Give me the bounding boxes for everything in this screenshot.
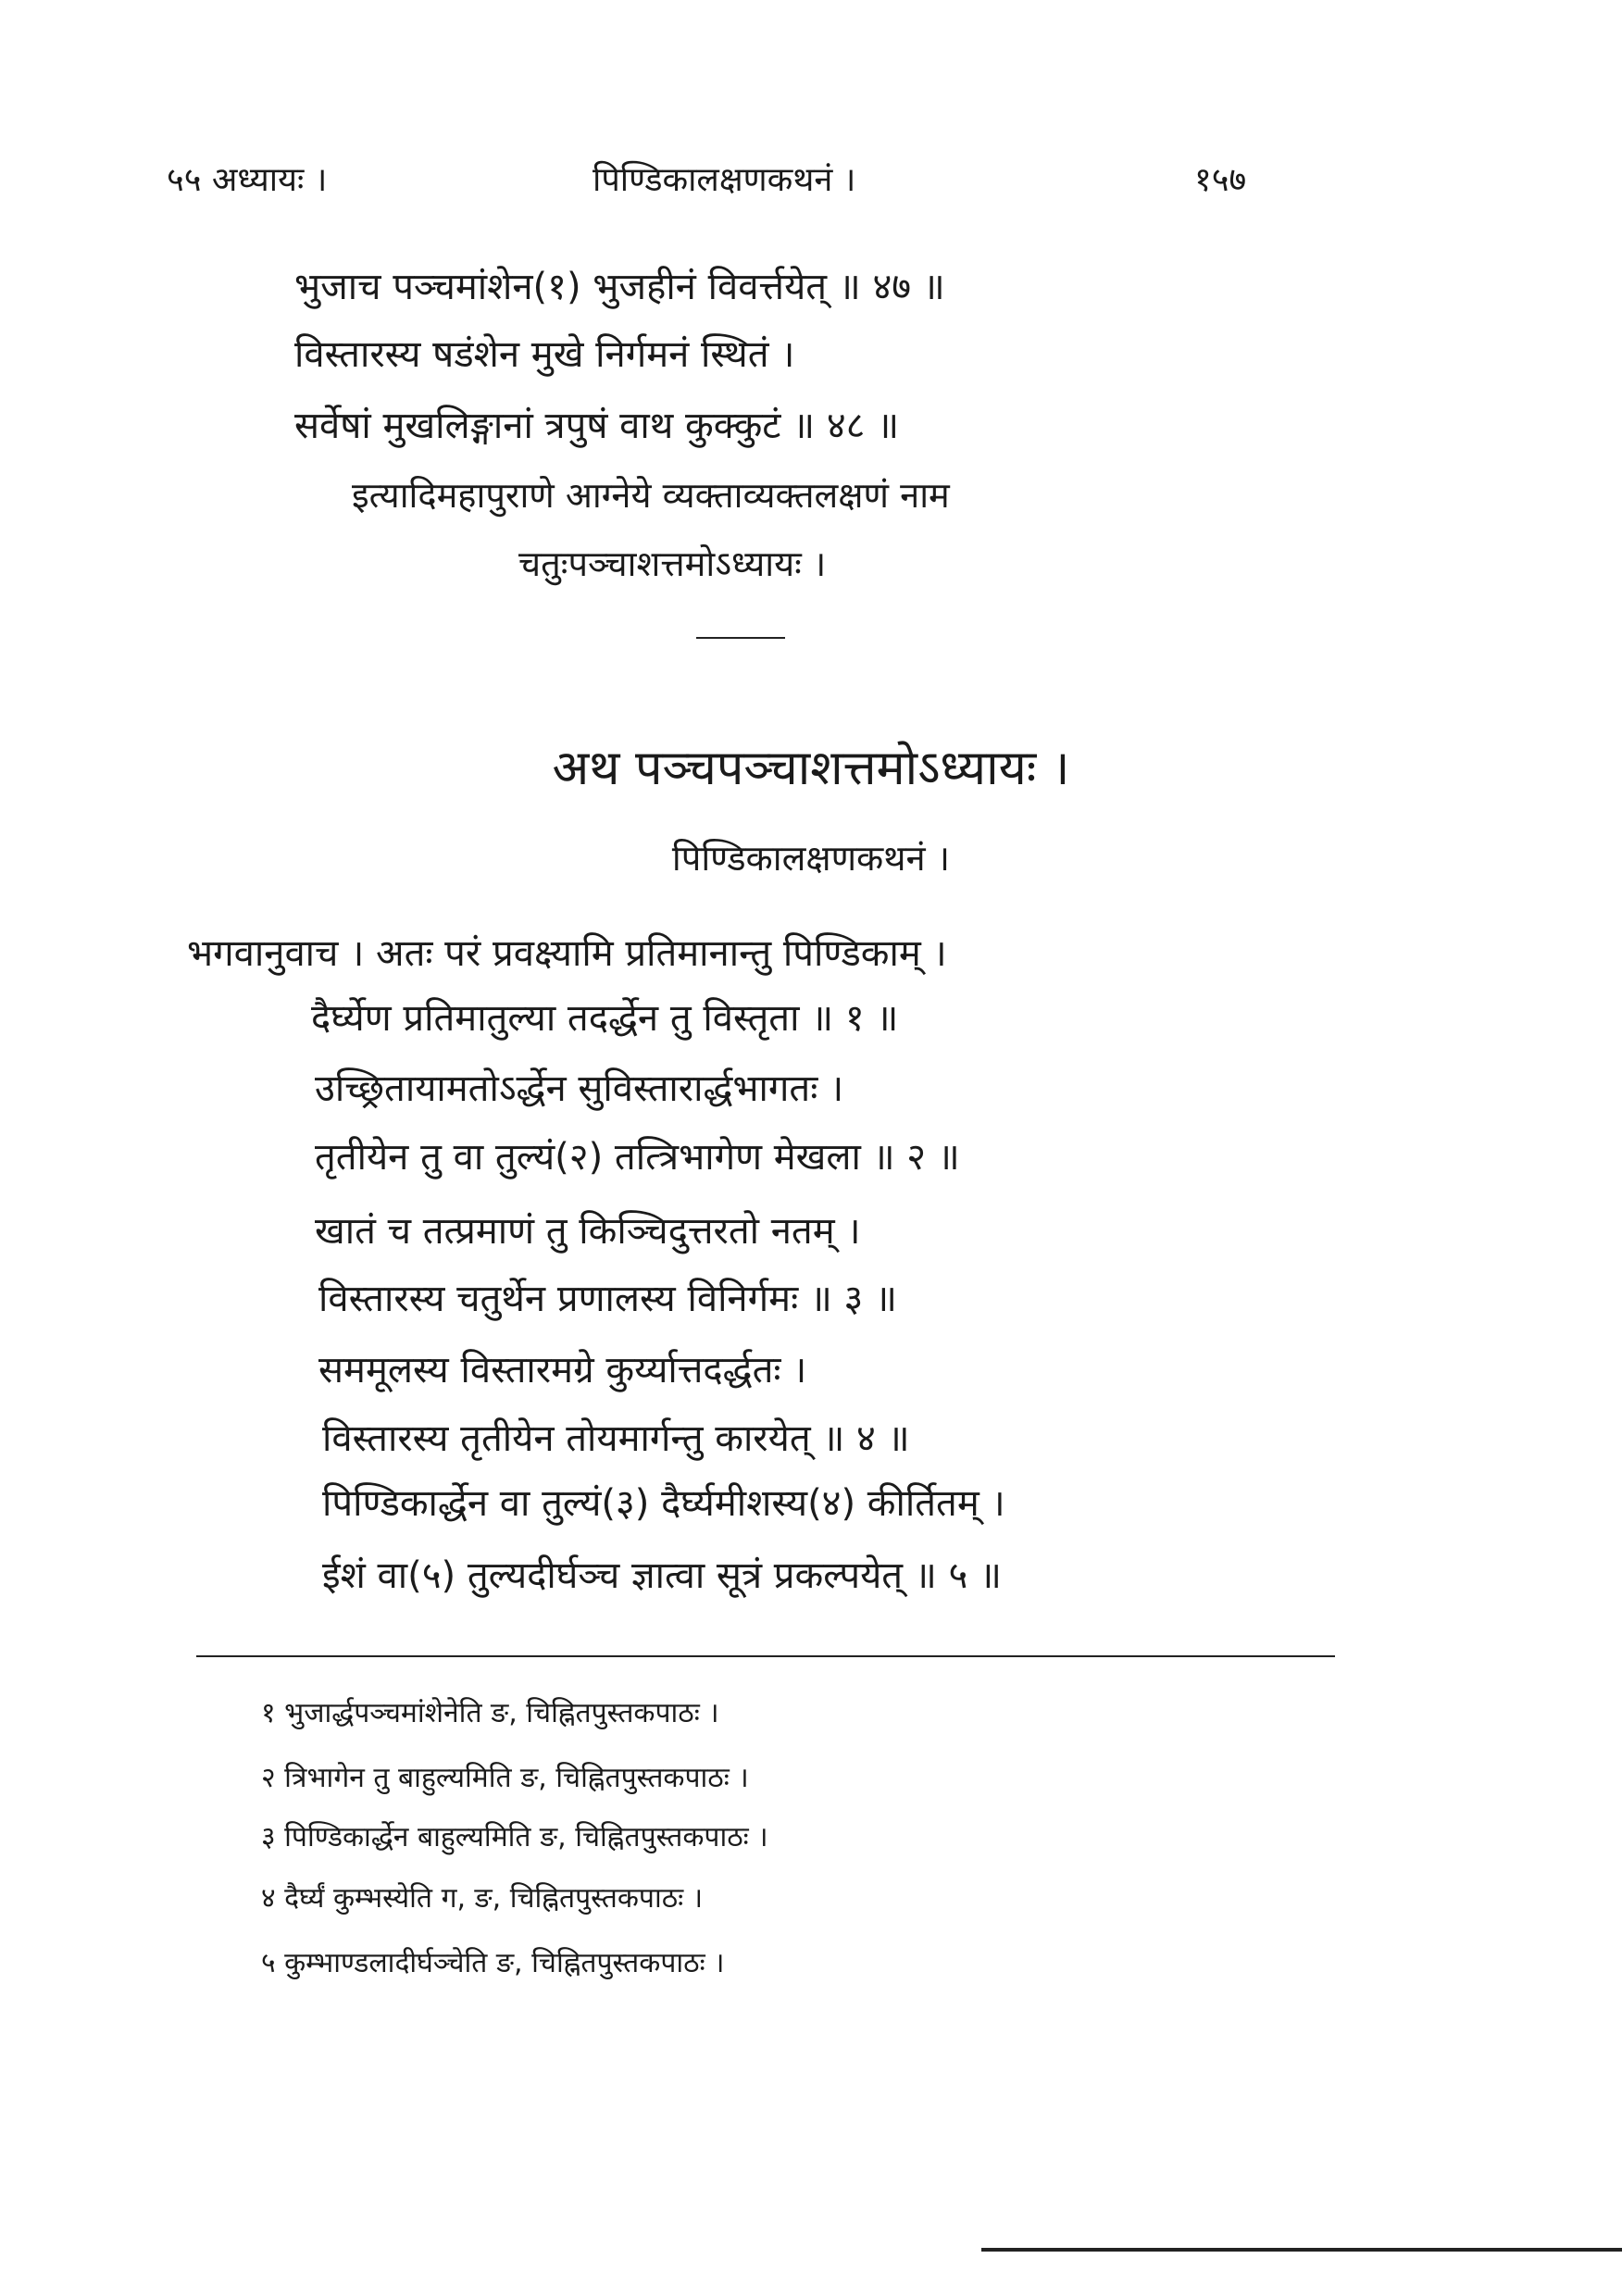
verse-line: खातं च तत्प्रमाणं तु किञ्चिदुत्तरतो नतम् । <box>315 1210 861 1253</box>
verse-line: विस्तारस्य चतुर्थेन प्रणालस्य विनिर्गमः ॥ ३ ॥ <box>318 1278 898 1320</box>
verse-line: भगवानुवाच । अतः परं प्रवक्ष्यामि प्रतिमानान्तु पिण्डिकाम् । <box>187 932 947 975</box>
chapter-title: अथ पञ्चपञ्चाशत्तमोऽध्यायः । <box>552 741 1070 796</box>
colophon-line: चतुःपञ्चाशत्तमोऽध्यायः । <box>518 543 827 584</box>
footnote: ४ दैर्घ्यं कुम्भस्येति ग, ङ, चिह्नितपुस्तकपाठः । <box>261 1882 704 1915</box>
section-divider <box>696 637 785 639</box>
verse-line: तृतीयेन तु वा तुल्यं(२) तत्त्रिभागेण मेखला ॥ २ ॥ <box>315 1136 960 1179</box>
page-number: १५७ <box>1194 161 1247 199</box>
verse-line: उच्छ्रितायामतोऽर्द्धेन सुविस्तारार्द्धभागतः । <box>315 1067 844 1110</box>
footnote-separator <box>196 1655 1335 1657</box>
colophon-line: इत्यादिमहापुराणे आग्नेये व्यक्ताव्यक्तलक्षणं नाम <box>352 475 950 516</box>
verse-line: सर्वेषां मुखलिङ्गानां त्रपुषं वाथ कुक्कुटं ॥ ४८ ॥ <box>294 405 900 447</box>
verse-line: सममूलस्य विस्तारमग्रे कुर्य्यात्तदर्द्धतः । <box>318 1349 807 1391</box>
verse-line: पिण्डिकार्द्धेन वा तुल्यं(३) दैर्घ्यमीशस्य(४) कीर्तितम् । <box>322 1482 1005 1525</box>
header-chapter-title: पिण्डिकालक्षणकथनं । <box>593 161 856 199</box>
header-chapter-number: ५५ अध्यायः । <box>167 161 328 199</box>
footnote: २ त्रिभागेन तु बाहुल्यमिति ङ, चिह्नितपुस्तकपाठः । <box>261 1762 749 1794</box>
chapter-subtitle: पिण्डिकालक्षणकथनं । <box>671 838 951 879</box>
verse-line: दैर्घ्येण प्रतिमातुल्या तदर्द्धेन तु विस्तृता ॥ १ ॥ <box>311 997 899 1040</box>
footnote: १ भुजार्द्धपञ्चमांशेनेति ङ, चिह्नितपुस्तकपाठः । <box>261 1697 719 1729</box>
verse-line: विस्तारस्य तृतीयेन तोयमार्गन्तु कारयेत् ॥ ४ ॥ <box>322 1417 910 1460</box>
verse-line: ईशं वा(५) तुल्यदीर्घञ्च ज्ञात्वा सूत्रं प्रकल्पयेत् ॥ ५ ॥ <box>322 1554 1002 1597</box>
verse-line: विस्तारस्य षडंशेन मुखे निर्गमनं स्थितं । <box>294 333 795 376</box>
footnote: ३ पिण्डिकार्द्धेन बाहुल्यमिति ङ, चिह्नितपुस्तकपाठः । <box>261 1821 768 1853</box>
verse-line: भुजाच पञ्चमांशेन(१) भुजहीनं विवर्त्तयेत् ॥ ४७ ॥ <box>294 266 945 308</box>
footnote: ५ कुम्भाण्डलादीर्घञ्चेति ङ, चिह्नितपुस्तकपाठः । <box>261 1947 725 1979</box>
running-header <box>167 156 1296 211</box>
scan-edge-shadow <box>981 2248 1622 2252</box>
